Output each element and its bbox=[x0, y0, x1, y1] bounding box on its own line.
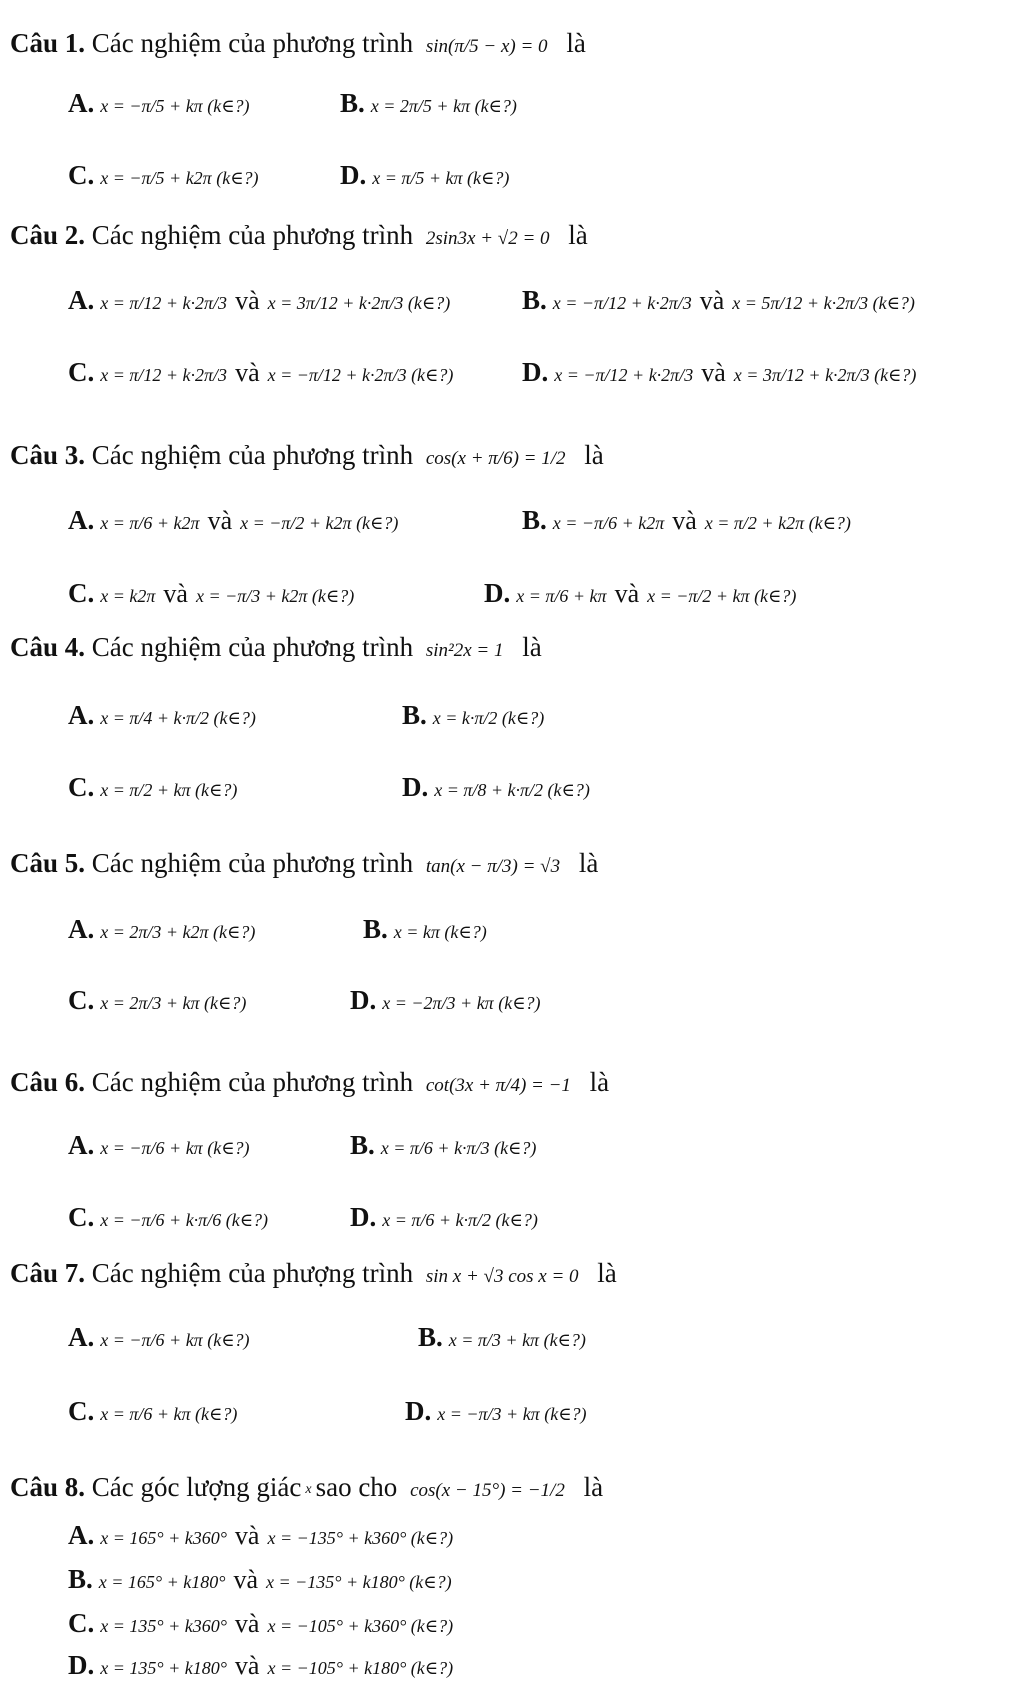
option-3d[interactable] bbox=[484, 578, 796, 609]
question-suffix: là bbox=[583, 1472, 604, 1502]
question-1 bbox=[10, 28, 586, 59]
option-expression: x = −135° + k360° (k∈?) bbox=[267, 1528, 454, 1548]
option-expression: x = 5π/12 + k·2π/3 (k∈?) bbox=[732, 293, 915, 313]
option-expression: x = π/6 + k·π/3 (k∈?) bbox=[380, 1138, 537, 1158]
option-label: C. bbox=[68, 1396, 95, 1426]
option-label: D. bbox=[484, 578, 511, 608]
question-2 bbox=[10, 220, 588, 251]
question-5 bbox=[10, 848, 598, 879]
question-8 bbox=[10, 1472, 603, 1503]
conjunction: và bbox=[234, 1609, 260, 1638]
option-label: D. bbox=[350, 1202, 377, 1232]
question-suffix: là bbox=[568, 220, 588, 250]
option-1c[interactable] bbox=[68, 160, 259, 191]
option-label: D. bbox=[68, 1650, 95, 1680]
option-expression: x = π/2 + k2π (k∈?) bbox=[704, 513, 851, 533]
option-label: C. bbox=[68, 985, 95, 1015]
option-expression: x = 165° + k360° bbox=[100, 1528, 227, 1548]
question-suffix: là bbox=[522, 632, 542, 662]
option-6a[interactable] bbox=[68, 1130, 250, 1161]
option-expression: x = −π/12 + k·2π/3 bbox=[552, 293, 692, 313]
question-label: Câu 7. bbox=[10, 1258, 86, 1288]
option-6c[interactable] bbox=[68, 1202, 268, 1233]
option-label: B. bbox=[522, 505, 547, 535]
option-expression: x = −π/12 + k·2π/3 (k∈?) bbox=[267, 365, 454, 385]
conjunction: và bbox=[235, 286, 260, 315]
question-label: Câu 1. bbox=[10, 28, 86, 58]
option-expression: x = kπ (k∈?) bbox=[393, 922, 487, 942]
question-text: Các nghiệm của phương trình bbox=[91, 440, 414, 470]
question-text: Các nghiệm của phương trình bbox=[91, 28, 414, 58]
option-expression: x = 3π/12 + k·2π/3 (k∈?) bbox=[733, 365, 917, 385]
option-expression: x = π/5 + kπ (k∈?) bbox=[372, 168, 510, 188]
question-suffix: là bbox=[597, 1258, 617, 1288]
question-text: Các góc lượng giác bbox=[91, 1472, 302, 1502]
question-suffix: là bbox=[589, 1067, 610, 1097]
question-equation: sin x + √3 cos x = 0 bbox=[425, 1266, 579, 1287]
option-expression: x = −π/6 + kπ (k∈?) bbox=[100, 1330, 250, 1350]
option-1a[interactable] bbox=[68, 88, 250, 119]
option-5d[interactable] bbox=[350, 985, 541, 1016]
option-expression: x = 2π/3 + k2π (k∈?) bbox=[100, 922, 256, 942]
option-6d[interactable] bbox=[350, 1202, 538, 1233]
question-text: Các nghiệm của phương trình bbox=[91, 1067, 414, 1097]
option-3b[interactable] bbox=[522, 505, 851, 536]
option-expression: x = 165° + k180° bbox=[98, 1572, 226, 1592]
option-expression: x = −π/3 + k2π (k∈?) bbox=[195, 586, 355, 606]
question-equation: tan(x − π/3) = √3 bbox=[425, 856, 561, 877]
option-expression: x = −π/6 + k2π bbox=[552, 513, 665, 533]
option-label: D. bbox=[522, 357, 549, 387]
option-4b[interactable] bbox=[402, 700, 544, 731]
option-2b[interactable] bbox=[522, 285, 915, 316]
option-expression: x = −π/5 + k2π (k∈?) bbox=[100, 168, 259, 188]
option-7b[interactable] bbox=[418, 1322, 586, 1353]
option-1d[interactable] bbox=[340, 160, 509, 191]
option-label: D. bbox=[402, 772, 429, 802]
question-text: Các nghiệm của phương trình bbox=[91, 632, 414, 662]
option-expression: x = π/6 + kπ bbox=[516, 586, 607, 606]
question-equation: sin²2x = 1 bbox=[425, 640, 504, 661]
option-label: C. bbox=[68, 1608, 95, 1638]
option-5b[interactable] bbox=[363, 914, 487, 945]
question-equation: cos(x − 15°) = −1/2 bbox=[410, 1480, 565, 1501]
option-expression: x = 135° + k360° bbox=[100, 1616, 227, 1636]
conjunction: và bbox=[163, 579, 188, 608]
option-expression: x = 3π/12 + k·2π/3 (k∈?) bbox=[267, 293, 451, 313]
question-label: Câu 2. bbox=[10, 220, 86, 250]
conjunction: và bbox=[234, 1521, 260, 1550]
option-label: D. bbox=[350, 985, 377, 1015]
option-label: C. bbox=[68, 578, 95, 608]
question-equation: 2sin3x + √2 = 0 bbox=[425, 228, 550, 249]
option-label: B. bbox=[350, 1130, 375, 1160]
option-label: B. bbox=[402, 700, 427, 730]
option-label: A. bbox=[68, 1322, 95, 1352]
option-1b[interactable] bbox=[340, 88, 517, 119]
option-expression: x = −135° + k180° (k∈?) bbox=[265, 1572, 452, 1592]
option-4d[interactable] bbox=[402, 772, 590, 803]
option-3a[interactable] bbox=[68, 505, 398, 536]
option-expression: x = −π/5 + kπ (k∈?) bbox=[100, 96, 250, 116]
option-label: A. bbox=[68, 88, 95, 118]
option-label: B. bbox=[340, 88, 365, 118]
conjunction: và bbox=[233, 1565, 258, 1594]
option-expression: x = π/3 + kπ (k∈?) bbox=[448, 1330, 586, 1350]
question-equation: cos(x + π/6) = 1/2 bbox=[425, 448, 566, 469]
option-label: C. bbox=[68, 357, 95, 387]
question-equation: cot(3x + π/4) = −1 bbox=[425, 1075, 571, 1096]
conjunction: và bbox=[701, 358, 726, 387]
option-8b[interactable] bbox=[68, 1564, 452, 1595]
option-expression: x = π/6 + k·π/2 (k∈?) bbox=[382, 1210, 538, 1230]
option-6b[interactable] bbox=[350, 1130, 536, 1161]
option-expression: x = −π/3 + kπ (k∈?) bbox=[437, 1404, 587, 1424]
question-label: Câu 6. bbox=[10, 1067, 86, 1097]
question-suffix: là bbox=[566, 28, 586, 58]
question-suffix: là bbox=[584, 440, 604, 470]
option-3c[interactable] bbox=[68, 578, 354, 609]
question-suffix: là bbox=[578, 848, 599, 878]
question-text: Các nghiệm của phượng trình bbox=[91, 1258, 414, 1288]
option-5c[interactable] bbox=[68, 985, 246, 1016]
option-expression: x = π/6 + kπ (k∈?) bbox=[100, 1404, 238, 1424]
option-expression: x = π/8 + k·π/2 (k∈?) bbox=[434, 780, 590, 800]
option-label: C. bbox=[68, 772, 95, 802]
conjunction: và bbox=[672, 506, 697, 535]
option-expression: x = π/6 + k2π bbox=[100, 513, 200, 533]
option-7d[interactable] bbox=[405, 1396, 587, 1427]
option-label: A. bbox=[68, 285, 95, 315]
option-expression: x = −π/6 + k·π/6 (k∈?) bbox=[100, 1210, 269, 1230]
conjunction: và bbox=[234, 1651, 260, 1680]
option-4a[interactable] bbox=[68, 700, 256, 731]
question-equation: sin(π/5 − x) = 0 bbox=[425, 36, 548, 57]
option-2d[interactable] bbox=[522, 357, 916, 388]
question-label: Câu 5. bbox=[10, 848, 86, 878]
question-6 bbox=[10, 1067, 609, 1098]
option-label: B. bbox=[418, 1322, 443, 1352]
option-2c[interactable] bbox=[68, 357, 453, 388]
option-expression: x = π/12 + k·2π/3 bbox=[100, 365, 228, 385]
option-label: A. bbox=[68, 1130, 95, 1160]
option-expression: x = −105° + k360° (k∈?) bbox=[267, 1616, 454, 1636]
option-label: A. bbox=[68, 505, 95, 535]
conjunction: và bbox=[207, 506, 233, 535]
option-label: D. bbox=[405, 1396, 432, 1426]
option-expression: x = π/12 + k·2π/3 bbox=[100, 293, 228, 313]
option-label: A. bbox=[68, 1520, 95, 1550]
conjunction: và bbox=[235, 358, 260, 387]
option-label: B. bbox=[363, 914, 388, 944]
option-label: C. bbox=[68, 160, 95, 190]
option-8c[interactable] bbox=[68, 1608, 453, 1639]
option-label: B. bbox=[68, 1564, 93, 1594]
option-expression: x = 2π/3 + kπ (k∈?) bbox=[100, 993, 247, 1013]
option-expression: x = 2π/5 + kπ (k∈?) bbox=[370, 96, 517, 116]
option-label: D. bbox=[340, 160, 367, 190]
option-8a[interactable] bbox=[68, 1520, 453, 1551]
option-label: C. bbox=[68, 1202, 95, 1232]
question-label: Câu 4. bbox=[10, 632, 86, 662]
question-text-continued: sao cho bbox=[315, 1472, 398, 1502]
option-expression: x = −π/2 + k2π (k∈?) bbox=[240, 513, 399, 533]
question-text: Các nghiệm của phương trình bbox=[91, 220, 414, 250]
option-7c[interactable] bbox=[68, 1396, 237, 1427]
question-label: Câu 3. bbox=[10, 440, 86, 470]
question-label: Câu 8. bbox=[10, 1472, 86, 1502]
option-expression: x = k2π bbox=[100, 586, 156, 606]
question-3 bbox=[10, 440, 604, 471]
option-label: B. bbox=[522, 285, 547, 315]
conjunction: và bbox=[614, 579, 640, 608]
option-expression: x = π/2 + kπ (k∈?) bbox=[100, 780, 238, 800]
option-expression: x = −π/2 + kπ (k∈?) bbox=[647, 586, 797, 606]
option-expression: x = π/4 + k·π/2 (k∈?) bbox=[100, 708, 256, 728]
option-4c[interactable] bbox=[68, 772, 237, 803]
option-expression: x = −π/12 + k·2π/3 bbox=[554, 365, 694, 385]
option-7a[interactable] bbox=[68, 1322, 250, 1353]
conjunction: và bbox=[699, 286, 725, 315]
option-label: A. bbox=[68, 700, 95, 730]
option-8d[interactable] bbox=[68, 1650, 453, 1681]
option-expression: x = −105° + k180° (k∈?) bbox=[267, 1658, 454, 1678]
option-2a[interactable] bbox=[68, 285, 450, 316]
option-expression: x = k·π/2 (k∈?) bbox=[432, 708, 545, 728]
question-7 bbox=[10, 1258, 617, 1289]
option-expression: x = −2π/3 + kπ (k∈?) bbox=[382, 993, 541, 1013]
option-label: A. bbox=[68, 914, 95, 944]
option-5a[interactable] bbox=[68, 914, 255, 945]
option-expression: x = −π/6 + kπ (k∈?) bbox=[100, 1138, 250, 1158]
variable-x: x bbox=[305, 1481, 312, 1497]
option-expression: x = 135° + k180° bbox=[100, 1658, 227, 1678]
question-4 bbox=[10, 632, 542, 663]
question-text: Các nghiệm của phương trình bbox=[91, 848, 414, 878]
